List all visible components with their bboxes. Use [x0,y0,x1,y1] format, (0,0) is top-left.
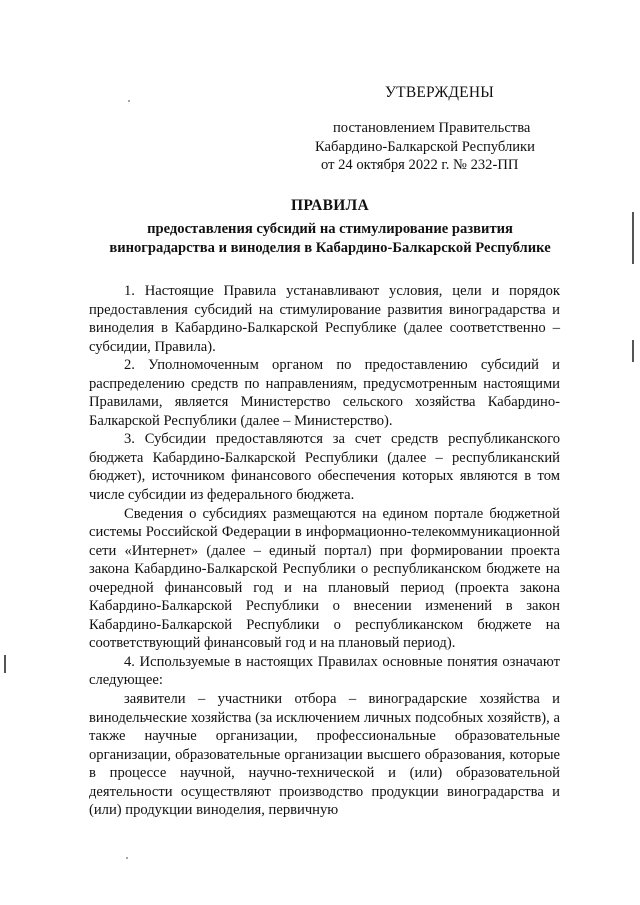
scan-speck [126,857,128,859]
document-body [89,282,560,820]
scan-edge-mark [632,212,634,264]
paragraph-6: заявители – участники отбора – виноградарские хозяйства и винодельческие хозяйства (за исключением личных подсобных хозяйств), а также научные организации, профессиональные образовательные организации, образовательные организации высшего образования, которые в процессе научной, научно-технической и (или) образовательной деятельности осуществляют производство продукции виноградарства и (или) продукции виноделия, первичную [89,691,560,819]
paragraph-4: Сведения о субсидиях размещаются на едином портале бюджетной системы Российской Федерации в информационно-телекоммуникационной сети «Интернет» (далее – единый портал) при формировании проекта закона Кабардино-Балкарской Республики о республиканском бюджете на очередной финансовый год и на плановый период (проекта закона Кабардино-Балкарской Республики о внесении изменений в закон Кабардино-Балкарской Республики о республиканском бюджете на соответствующий финансовый год и на плановый период). [89,505,560,652]
title-subtitle-line-2: виноградарства и виноделия в Кабардино-Балкарской Республике [109,240,551,256]
approval-line-3: от 24 октября 2022 г. № 232-ПП [321,157,519,174]
approval-line-2: Кабардино-Балкарской Республики [315,138,535,155]
scan-speck [128,100,130,102]
paragraph-5: 4. Используемые в настоящих Правилах основные понятия означают следующее: [89,653,560,689]
paragraph-1: 1. Настоящие Правила устанавливают условия, цели и порядок предоставления субсидий на стимулирование развития виноградарства и виноделия в Кабардино-Балкарской Республике (далее соответственно – субсидии, Правила). [89,283,560,355]
paragraph-3: 3. Субсидии предоставляются за счет средств республиканского бюджета Кабардино-Балкарской Республики (далее – республиканский бюджет), источником финансового обеспечения которых являются в том числе субсидии из федерального бюджета. [89,431,560,504]
paragraph-2: 2. Уполномоченным органом по предоставлению субсидий и распределению средств по направлениям, предусмотренным настоящими Правилами, является Министерство сельского хозяйства Кабардино-Балкарской Республики (далее – Министерство). [89,357,560,429]
document-title [80,196,580,258]
approval-line-1: постановлением Правительства [333,119,531,136]
approval-heading: УТВЕРЖДЕНЫ [385,84,494,101]
title-subtitle-line-1: предоставления субсидий на стимулирование развития [147,221,513,237]
title-main: ПРАВИЛА [291,197,369,214]
approval-block [300,84,600,175]
scan-edge-mark [632,340,634,362]
scan-edge-mark [4,655,6,673]
